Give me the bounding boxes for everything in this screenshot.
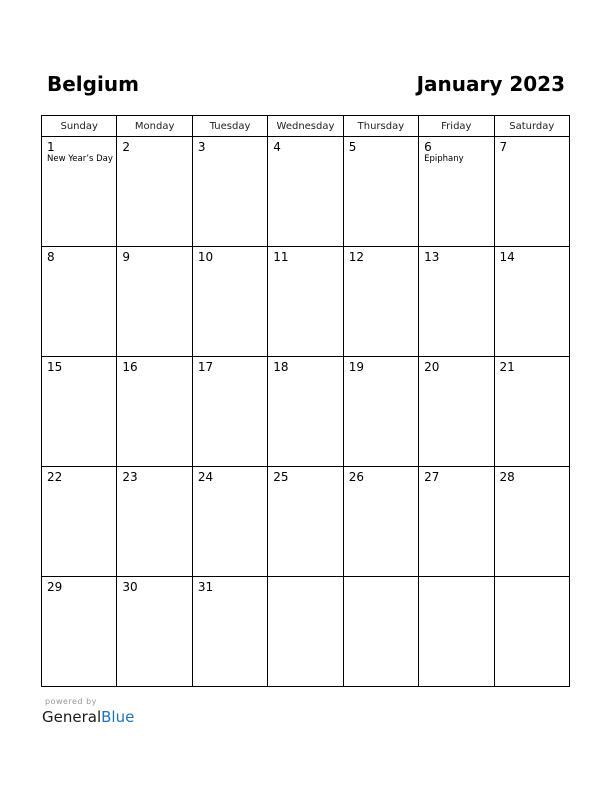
day-cell — [192, 467, 267, 577]
day-cell — [494, 577, 569, 687]
day-number: 20 — [424, 360, 440, 374]
weekday-monday: Monday — [117, 116, 192, 137]
day-cell — [42, 577, 117, 687]
day-cell — [268, 247, 343, 357]
day-number: 23 — [122, 470, 138, 484]
day-cell — [419, 467, 494, 577]
day-number: 28 — [499, 470, 515, 484]
day-cell — [343, 467, 418, 577]
day-cell — [42, 137, 117, 247]
day-number — [495, 577, 569, 580]
day-cell — [42, 467, 117, 577]
week-row — [42, 137, 570, 247]
day-number: 13 — [424, 250, 440, 264]
day-number: 19 — [348, 360, 364, 374]
day-number: 17 — [197, 360, 214, 374]
day-cell — [494, 467, 569, 577]
day-number: 7 — [499, 140, 508, 154]
day-cell — [117, 577, 192, 687]
week-row — [42, 247, 570, 357]
day-number: 16 — [122, 360, 138, 374]
country-title: Belgium — [47, 72, 139, 96]
day-number: 14 — [499, 250, 515, 264]
day-number — [268, 577, 342, 580]
month-title: January 2023 — [416, 72, 565, 96]
day-cell — [343, 577, 418, 687]
powered-by-text: powered by — [45, 697, 97, 706]
week-row — [42, 357, 570, 467]
day-number: 5 — [348, 140, 357, 154]
day-cell — [419, 577, 494, 687]
calendar-grid — [41, 115, 570, 687]
day-number: 10 — [197, 250, 214, 264]
day-cell — [419, 247, 494, 357]
day-number — [344, 577, 418, 580]
holiday-label: Epiphany — [424, 154, 464, 164]
day-number: 27 — [424, 470, 440, 484]
day-cell — [268, 357, 343, 467]
day-number: 26 — [348, 470, 364, 484]
brand-logo-part2: Blue — [101, 708, 135, 726]
day-number: 12 — [348, 250, 364, 264]
day-number: 8 — [47, 250, 55, 264]
day-cell — [192, 357, 267, 467]
day-number — [419, 577, 493, 580]
day-cell — [117, 467, 192, 577]
day-cell — [343, 137, 418, 247]
day-number: 9 — [122, 250, 131, 264]
day-cell — [117, 357, 192, 467]
weekday-wednesday: Wednesday — [268, 116, 343, 137]
weekday-friday: Friday — [419, 116, 494, 137]
day-cell — [192, 247, 267, 357]
day-cell — [42, 247, 117, 357]
day-number: 6 — [424, 140, 432, 154]
day-number: 25 — [273, 470, 289, 484]
day-number: 15 — [47, 360, 63, 374]
brand-logo — [42, 707, 134, 727]
footer-branding — [42, 697, 134, 727]
weekday-saturday: Saturday — [494, 116, 569, 137]
day-number: 21 — [499, 360, 515, 374]
day-cell — [268, 137, 343, 247]
day-cell — [192, 137, 267, 247]
day-cell — [494, 137, 569, 247]
day-cell — [419, 357, 494, 467]
weekday-sunday: Sunday — [42, 116, 117, 137]
day-number: 4 — [273, 140, 281, 154]
day-cell — [268, 577, 343, 687]
weekday-tuesday: Tuesday — [192, 116, 267, 137]
day-number: 29 — [47, 580, 63, 594]
day-cell — [268, 467, 343, 577]
day-cell — [117, 247, 192, 357]
weekday-thursday: Thursday — [343, 116, 418, 137]
day-cell — [343, 357, 418, 467]
day-cell — [117, 137, 192, 247]
weekday-header-row — [42, 116, 570, 137]
day-number: 31 — [197, 580, 214, 594]
day-cell — [494, 357, 569, 467]
day-number: 24 — [197, 470, 214, 484]
day-number: 3 — [197, 140, 206, 154]
day-number: 11 — [273, 250, 289, 264]
day-cell — [419, 137, 494, 247]
day-number: 1 — [47, 140, 55, 154]
week-row — [42, 577, 570, 687]
day-number: 22 — [47, 470, 63, 484]
week-row — [42, 467, 570, 577]
day-number: 30 — [122, 580, 138, 594]
day-cell — [494, 247, 569, 357]
day-cell — [192, 577, 267, 687]
brand-logo-part1: General — [42, 708, 102, 726]
holiday-label: New Year’s Day — [47, 154, 113, 164]
day-cell — [42, 357, 117, 467]
day-number: 18 — [273, 360, 289, 374]
day-cell — [343, 247, 418, 357]
day-number: 2 — [122, 140, 131, 154]
